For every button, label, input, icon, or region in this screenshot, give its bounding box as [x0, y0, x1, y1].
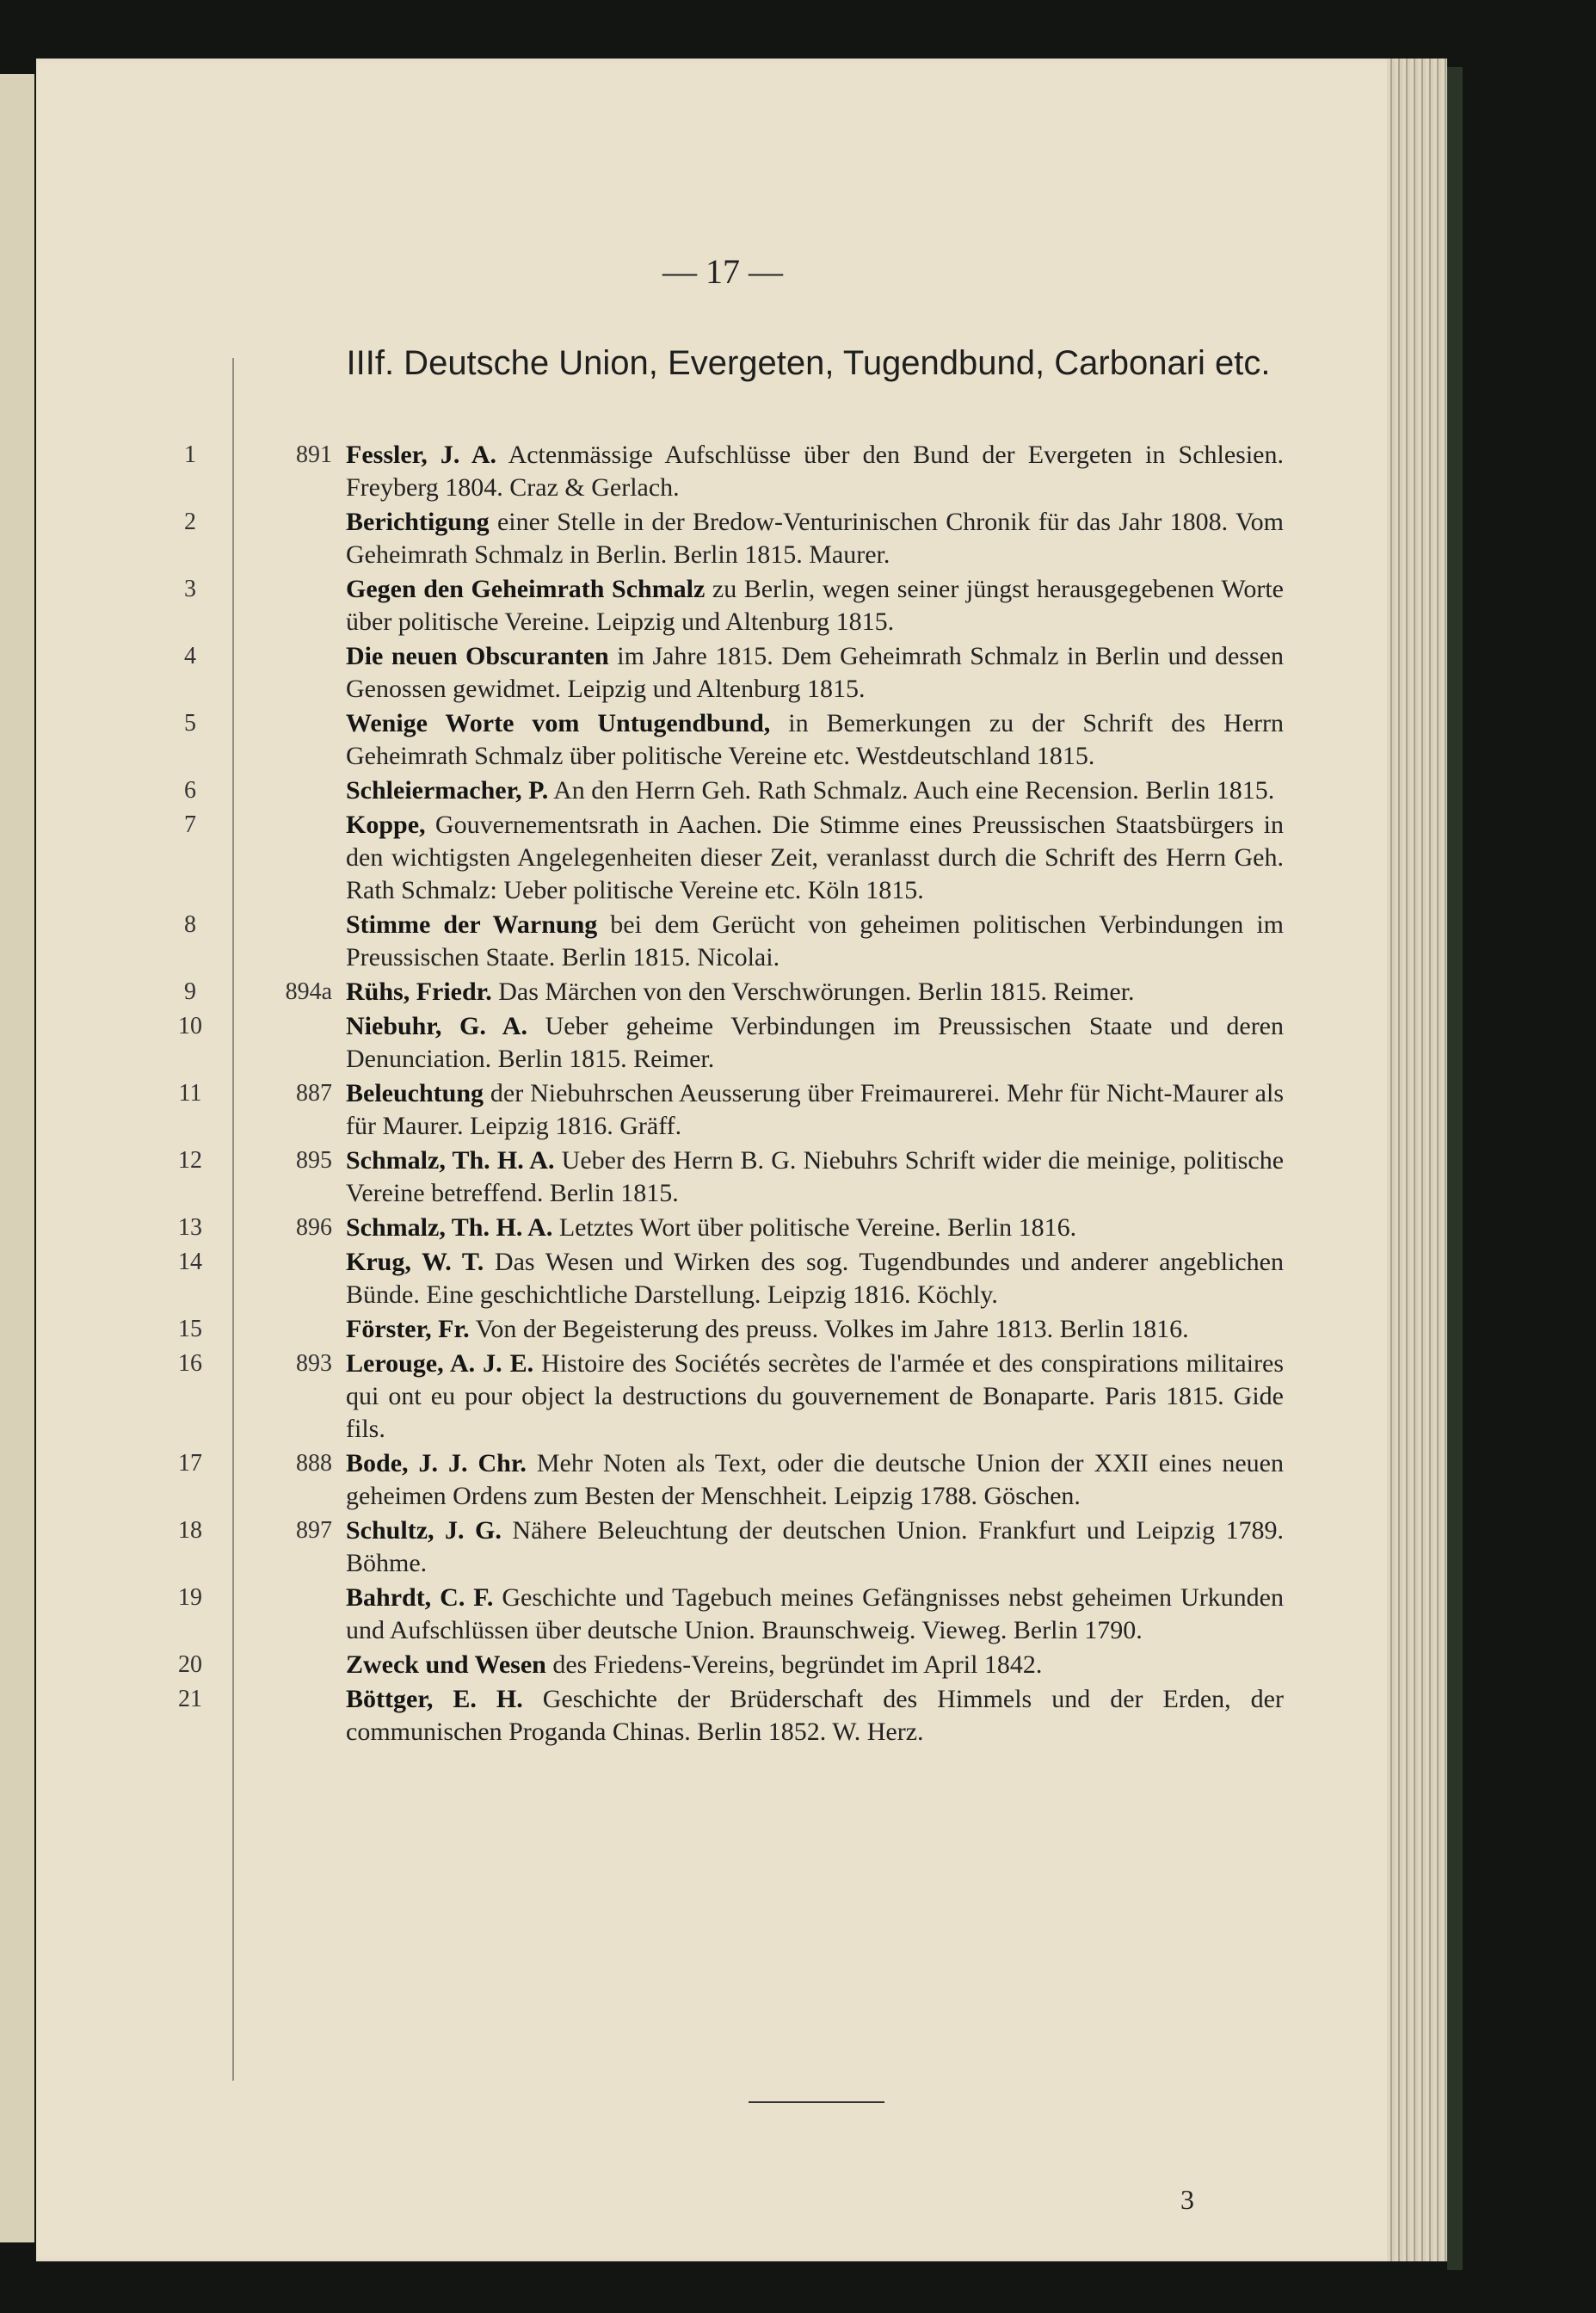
entry-row	[36, 909, 1413, 974]
entry-description: im Jahre 1815. Dem Geheimrath Schmalz in Berlin und dessen Genossen gewidmet. Leipzig und Altenburg 1815.	[346, 642, 1284, 703]
entry-description: Actenmässige Aufschlüsse über den Bund der Evergeten in Schlesien. Freyberg 1804. Craz & Gerlach.	[346, 441, 1285, 502]
entry-row	[36, 976, 1413, 1008]
entry-author: Stimme der Warnung	[346, 910, 598, 939]
entry-author: Rühs, Friedr.	[346, 978, 492, 1006]
entry-description: zu Berlin, wegen seiner jüngst herausgegebenen Worte über politische Vereine. Leipzig und Altenburg 1815.	[346, 575, 1284, 636]
entry-text	[346, 1447, 1284, 1513]
left-page-edge	[0, 74, 34, 2242]
entry-text	[346, 1683, 1284, 1749]
entry-index: 2	[184, 509, 196, 535]
entry-catalogue-number: 891	[296, 441, 332, 468]
entry-index: 13	[178, 1214, 202, 1241]
entry-text	[346, 1582, 1284, 1647]
entry-row	[36, 1649, 1413, 1681]
page	[36, 59, 1413, 2261]
entry-text	[346, 506, 1284, 571]
entry-row	[36, 1144, 1413, 1210]
book-spine	[1447, 67, 1463, 2270]
entry-index: 9	[184, 978, 196, 1005]
entry-description: Histoire des Sociétés secrètes de l'armée et des conspirations militaires qui ont eu pour object la destructions du gouvernement de Bonaparte. Paris 1815. Gide fils.	[346, 1349, 1284, 1443]
entry-index: 10	[178, 1013, 202, 1039]
entry-row	[36, 1514, 1413, 1580]
entry-row	[36, 439, 1413, 504]
entry-author: Bode, J. J. Chr.	[346, 1449, 527, 1477]
entry-description: der Niebuhrschen Aeusserung über Freimaurerei. Mehr für Nicht-Maurer als für Maurer. Leipzig 1816. Gräff.	[346, 1079, 1284, 1140]
entry-row	[36, 1010, 1413, 1076]
entry-text	[346, 640, 1284, 706]
entry-catalogue-number: 888	[296, 1450, 332, 1477]
entry-text	[346, 774, 1284, 807]
entry-text	[346, 707, 1284, 773]
entry-row	[36, 573, 1413, 638]
entry-text	[346, 1212, 1284, 1244]
entry-text	[346, 573, 1284, 638]
entry-catalogue-number: 897	[296, 1517, 332, 1544]
entry-author: Wenige Worte vom Untugendbund,	[346, 709, 771, 737]
entry-index: 15	[178, 1316, 202, 1342]
entry-author: Schultz, J. G.	[346, 1516, 502, 1545]
entry-row	[36, 640, 1413, 706]
entry-index: 14	[178, 1249, 202, 1275]
entry-index: 17	[178, 1450, 202, 1477]
entry-catalogue-number: 896	[296, 1214, 332, 1241]
entry-index: 3	[184, 576, 196, 602]
entry-index: 12	[178, 1147, 202, 1174]
entry-catalogue-number: 895	[296, 1147, 332, 1174]
entry-text	[346, 976, 1284, 1008]
entry-author: Die neuen Obscuranten	[346, 642, 609, 670]
entry-author: Gegen den Geheimrath Schmalz	[346, 575, 706, 603]
entry-row	[36, 506, 1413, 571]
entry-author: Böttger, E. H.	[346, 1685, 523, 1713]
entry-index: 4	[184, 643, 196, 669]
entry-author: Krug, W. T.	[346, 1248, 484, 1276]
entry-text	[346, 1010, 1284, 1076]
entry-row	[36, 1447, 1413, 1513]
entry-author: Förster, Fr.	[346, 1315, 470, 1343]
entry-row	[36, 1077, 1413, 1143]
entry-author: Beleuchtung	[346, 1079, 484, 1107]
entry-author: Schmalz, Th. H. A.	[346, 1213, 553, 1242]
entry-catalogue-number: 894a	[285, 978, 332, 1005]
entry-row	[36, 1683, 1413, 1749]
entry-row	[36, 1348, 1413, 1446]
entry-row	[36, 1313, 1413, 1346]
entry-author: Zweck und Wesen	[346, 1650, 546, 1679]
entry-text	[346, 1246, 1284, 1311]
entry-description: Ueber des Herrn B. G. Niebuhrs Schrift wider die meinige, politische Vereine betreffend. Berlin 1815.	[346, 1146, 1285, 1207]
entry-index: 5	[184, 710, 196, 737]
page-number: — 17 —	[662, 252, 783, 291]
entry-index: 8	[184, 911, 196, 938]
entry-index: 6	[184, 777, 196, 804]
entry-text	[346, 1514, 1284, 1580]
entry-row	[36, 774, 1413, 807]
entry-index: 21	[178, 1686, 202, 1712]
entry-author: Niebuhr, G. A.	[346, 1012, 527, 1040]
entry-text	[346, 439, 1284, 504]
entry-text	[346, 1649, 1284, 1681]
entry-description: Nähere Beleuchtung der deutschen Union. Frankfurt und Leipzig 1789. Böhme.	[346, 1516, 1284, 1577]
entry-row	[36, 1246, 1413, 1311]
entry-author: Berichtigung	[346, 508, 490, 536]
entry-description: einer Stelle in der Bredow-Venturinischen Chronik für das Jahr 1808. Vom Geheimrath Schmalz in Berlin. Berlin 1815. Maurer.	[346, 508, 1284, 569]
entry-description: Ueber geheime Verbindungen im Preussischen Staate und deren Denunciation. Berlin 1815. Reimer.	[346, 1012, 1285, 1073]
entry-description: An den Herrn Geh. Rath Schmalz. Auch eine Recension. Berlin 1815.	[548, 776, 1275, 805]
entry-author: Bahrdt, C. F.	[346, 1583, 494, 1612]
entry-text	[346, 1313, 1284, 1346]
entry-text	[346, 1077, 1284, 1143]
entry-index: 19	[178, 1584, 202, 1611]
entry-list	[36, 439, 1413, 1750]
signature-mark: 3	[1180, 2184, 1194, 2215]
entry-description: Gouvernementsrath in Aachen. Die Stimme eines Preussischen Staatsbürgers in den wichtigsten Angelegenheiten dieser Zeit, veranlasst durch die Schrift des Herrn Geh. Rath Schmalz: Ueber politische Vereine etc. Köln 1815.	[346, 811, 1284, 904]
entry-text	[346, 909, 1284, 974]
entry-description: Geschichte und Tagebuch meines Gefängnisses nebst geheimen Urkunden und Aufschlüssen über deutsche Union. Braunschweig. Vieweg. Berlin 1790.	[346, 1583, 1284, 1644]
page-stack-edge	[1387, 59, 1447, 2261]
entry-row	[36, 1212, 1413, 1244]
entry-author: Fessler, J. A.	[346, 441, 497, 469]
entry-catalogue-number: 887	[296, 1080, 332, 1107]
entry-author: Schmalz, Th. H. A.	[346, 1146, 555, 1175]
entry-row	[36, 707, 1413, 773]
entry-description: Letztes Wort über politische Vereine. Berlin 1816.	[552, 1213, 1077, 1242]
entry-text	[346, 809, 1284, 907]
entry-index: 1	[184, 441, 196, 468]
entry-catalogue-number: 893	[296, 1350, 332, 1377]
entry-description: Mehr Noten als Text, oder die deutsche Union der XXII eines neuen geheimen Ordens zum Besten der Menschheit. Leipzig 1788. Göschen.	[346, 1449, 1285, 1510]
entry-description: in Bemerkungen zu der Schrift des Herrn Geheimrath Schmalz über politische Vereine etc. Westdeutschland 1815.	[346, 709, 1284, 770]
entry-description: Das Märchen von den Verschwörungen. Berlin 1815. Reimer.	[491, 978, 1135, 1006]
entry-author: Koppe,	[346, 811, 426, 839]
entry-author: Schleiermacher, P.	[346, 776, 549, 805]
entry-author: Lerouge, A. J. E.	[346, 1349, 534, 1378]
end-rule	[749, 2101, 884, 2103]
entry-description: des Friedens-Vereins, begründet im April 1842.	[545, 1650, 1043, 1679]
entry-description: bei dem Gerücht von geheimen politischen Verbindungen im Preussischen Staate. Berlin 1815. Nicolai.	[346, 910, 1284, 971]
entry-index: 20	[178, 1651, 202, 1678]
entry-row	[36, 809, 1413, 907]
section-title: IIIf. Deutsche Union, Evergeten, Tugendbund, Carbonari etc.	[346, 344, 1271, 382]
entry-index: 18	[178, 1517, 202, 1544]
entry-text	[346, 1144, 1284, 1210]
entry-description: Von der Begeisterung des preuss. Volkes im Jahre 1813. Berlin 1816.	[469, 1315, 1189, 1343]
entry-index: 7	[184, 811, 196, 838]
entry-description: Das Wesen und Wirken des sog. Tugendbundes und anderer angeblichen Bünde. Eine geschichtliche Darstellung. Leipzig 1816. Köchly.	[346, 1248, 1284, 1309]
entry-description: Geschichte der Brüderschaft des Himmels und der Erden, der communischen Proganda Chinas. Berlin 1852. W. Herz.	[346, 1685, 1284, 1746]
entry-index: 16	[178, 1350, 202, 1377]
entry-row	[36, 1582, 1413, 1647]
entry-index: 11	[178, 1080, 202, 1107]
entry-text	[346, 1348, 1284, 1446]
